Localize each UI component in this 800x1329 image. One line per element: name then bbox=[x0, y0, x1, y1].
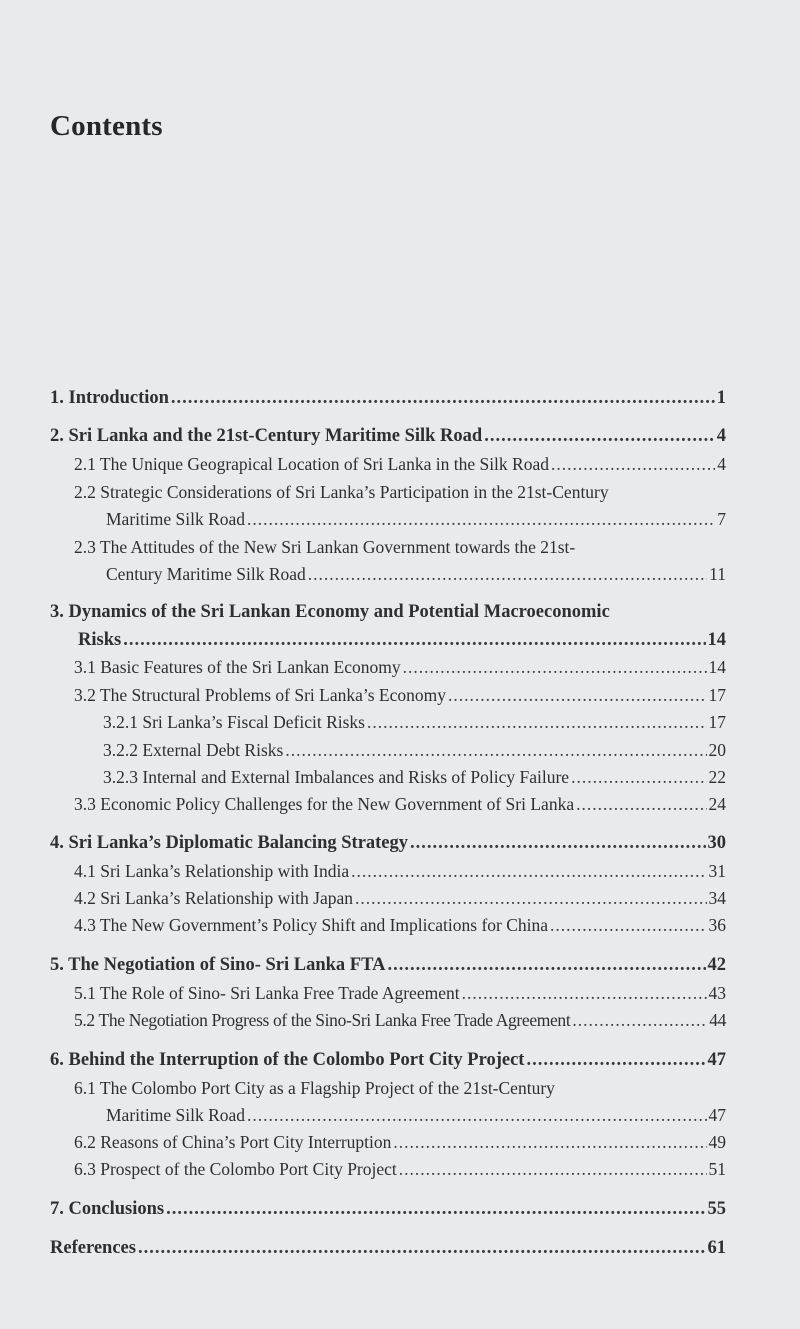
toc-entry-title: 4.3 The New Government’s Policy Shift and Implications for China bbox=[74, 915, 549, 935]
toc-entry-2-3-line1[interactable]: 2.3 The Attitudes of the New Sri Lankan Government towards the 21st- bbox=[74, 537, 576, 557]
toc-page-number: 7 bbox=[717, 509, 726, 529]
toc-entry-conclusions[interactable] bbox=[50, 1199, 726, 1220]
toc-entry-title: 6.2 Reasons of China’s Port City Interruption bbox=[74, 1132, 392, 1152]
toc-page-number: 47 bbox=[707, 1050, 726, 1070]
toc-entry-title: Maritime Silk Road bbox=[106, 1105, 246, 1125]
toc-entry-section-4[interactable] bbox=[50, 833, 726, 854]
toc-entry-title: Maritime Silk Road bbox=[106, 509, 246, 529]
toc-page-number: 31 bbox=[708, 861, 726, 881]
toc-entry-title: 6.3 Prospect of the Colombo Port City Project bbox=[74, 1159, 397, 1179]
dot-leader bbox=[387, 955, 705, 976]
toc-entry-title: 5. The Negotiation of Sino- Sri Lanka FTA bbox=[50, 955, 386, 975]
toc-entry-title: 6. Behind the Interruption of the Colombo Port City Project bbox=[50, 1050, 525, 1070]
toc-entry-references[interactable] bbox=[50, 1238, 726, 1259]
toc-page-number: 51 bbox=[708, 1159, 726, 1179]
toc-page-number: 36 bbox=[708, 915, 726, 935]
dot-leader bbox=[448, 685, 707, 706]
toc-page-number: 20 bbox=[708, 740, 726, 760]
dot-leader bbox=[551, 454, 715, 475]
toc-page-number: 4 bbox=[716, 426, 726, 446]
dot-leader bbox=[351, 861, 706, 882]
toc-page-number: 44 bbox=[709, 1010, 726, 1030]
toc-entry-section-5[interactable] bbox=[50, 955, 726, 976]
toc-entry-title: 3.1 Basic Features of the Sri Lankan Economy bbox=[74, 657, 401, 677]
dot-leader bbox=[572, 1010, 707, 1031]
toc-entry-4-3[interactable] bbox=[74, 915, 726, 936]
toc-entry-title: 4.2 Sri Lanka’s Relationship with Japan bbox=[74, 888, 353, 908]
dot-leader bbox=[484, 426, 715, 447]
toc-page-number: 47 bbox=[708, 1105, 726, 1125]
toc-entry-2-2-line1[interactable]: 2.2 Strategic Considerations of Sri Lanka’s Participation in the 21st-Century bbox=[74, 482, 609, 502]
toc-page-number: 49 bbox=[708, 1132, 726, 1152]
toc-entry-2-3[interactable] bbox=[106, 564, 726, 585]
dot-leader bbox=[526, 1050, 705, 1071]
toc-entry-title: Risks bbox=[78, 630, 122, 650]
toc-page-number: 17 bbox=[708, 685, 726, 705]
toc-entry-title: References bbox=[50, 1238, 136, 1258]
toc-page-number: 17 bbox=[708, 712, 726, 732]
dot-leader bbox=[393, 1132, 706, 1153]
toc-entry-6-1-line1[interactable]: 6.1 The Colombo Port City as a Flagship Project of the 21st-Century bbox=[74, 1078, 555, 1098]
toc-page-number: 1 bbox=[716, 388, 726, 408]
dot-leader bbox=[462, 983, 707, 1004]
dot-leader bbox=[308, 564, 707, 585]
toc-entry-3-2-3[interactable] bbox=[103, 767, 726, 788]
toc-entry-title: 2.1 The Unique Geograpical Location of Sri Lanka in the Silk Road bbox=[74, 454, 549, 474]
toc-entry-title: 1. Introduction bbox=[50, 388, 169, 408]
dot-leader bbox=[285, 740, 706, 761]
toc-entry-4-2[interactable] bbox=[74, 888, 726, 909]
toc-page-number: 4 bbox=[717, 454, 726, 474]
toc-entry-5-1[interactable] bbox=[74, 983, 726, 1004]
toc-entry-6-2[interactable] bbox=[74, 1132, 726, 1153]
toc-page-number: 11 bbox=[709, 564, 726, 584]
toc-entry-2-1[interactable] bbox=[74, 454, 726, 475]
page-title: Contents bbox=[50, 110, 163, 142]
dot-leader bbox=[247, 1105, 706, 1126]
dot-leader bbox=[550, 915, 706, 936]
dot-leader bbox=[410, 833, 705, 854]
toc-entry-title: 5.2 The Negotiation Progress of the Sino-Sri Lanka Free Trade Agreement bbox=[74, 1010, 571, 1030]
toc-entry-4-1[interactable] bbox=[74, 861, 726, 882]
dot-leader bbox=[138, 1238, 706, 1259]
dot-leader bbox=[403, 657, 707, 678]
dot-leader bbox=[571, 767, 706, 788]
toc-entry-section-6[interactable] bbox=[50, 1050, 726, 1071]
toc-entry-title: 3.2.3 Internal and External Imbalances and Risks of Policy Failure bbox=[103, 767, 570, 787]
toc-page-number: 22 bbox=[708, 767, 726, 787]
toc-entry-title: 3.2.2 External Debt Risks bbox=[103, 740, 284, 760]
toc-page-number: 42 bbox=[707, 955, 726, 975]
dot-leader bbox=[171, 388, 715, 409]
toc-entry-3-1[interactable] bbox=[74, 657, 726, 678]
toc-entry-2-2[interactable] bbox=[106, 509, 726, 530]
toc-entry-title: 4. Sri Lanka’s Diplomatic Balancing Strategy bbox=[50, 833, 409, 853]
dot-leader bbox=[166, 1199, 705, 1220]
toc-entry-section-2[interactable] bbox=[50, 426, 726, 447]
dot-leader bbox=[355, 888, 707, 909]
toc-entry-title: 4.1 Sri Lanka’s Relationship with India bbox=[74, 861, 350, 881]
toc-page-number: 55 bbox=[707, 1199, 726, 1219]
toc-entry-title: Century Maritime Silk Road bbox=[106, 564, 306, 584]
dot-leader bbox=[399, 1159, 707, 1180]
dot-leader bbox=[367, 712, 707, 733]
dot-leader bbox=[247, 509, 715, 530]
toc-page-number: 30 bbox=[707, 833, 726, 853]
toc-page-number: 43 bbox=[708, 983, 726, 1003]
toc-entry-3-2-1[interactable] bbox=[103, 712, 726, 733]
dot-leader bbox=[123, 630, 705, 651]
toc-entry-introduction[interactable] bbox=[50, 388, 726, 409]
toc-page-number: 61 bbox=[707, 1238, 726, 1258]
toc-entry-title: 5.1 The Role of Sino- Sri Lanka Free Trade Agreement bbox=[74, 983, 460, 1003]
toc-entry-6-3[interactable] bbox=[74, 1159, 726, 1180]
toc-entry-title: 7. Conclusions bbox=[50, 1199, 165, 1219]
toc-page-number: 34 bbox=[708, 888, 726, 908]
toc-page-number: 14 bbox=[708, 657, 726, 677]
toc-entry-3-2[interactable] bbox=[74, 685, 726, 706]
toc-entry-title: 3.3 Economic Policy Challenges for the New Government of Sri Lanka bbox=[74, 794, 575, 814]
toc-entry-title: 3.2 The Structural Problems of Sri Lanka’s Economy bbox=[74, 685, 446, 705]
toc-entry-section-3-line1[interactable]: 3. Dynamics of the Sri Lankan Economy and Potential Macroeconomic bbox=[50, 602, 610, 622]
toc-entry-5-2[interactable] bbox=[74, 1010, 726, 1031]
dot-leader bbox=[576, 794, 706, 815]
toc-page-number: 14 bbox=[707, 630, 726, 650]
toc-entry-3-3[interactable] bbox=[74, 794, 726, 815]
toc-entry-3-2-2[interactable] bbox=[103, 740, 726, 761]
toc-entry-section-3[interactable] bbox=[78, 630, 726, 651]
toc-page-number: 24 bbox=[708, 794, 726, 814]
toc-entry-title: 2. Sri Lanka and the 21st-Century Maritime Silk Road bbox=[50, 426, 483, 446]
toc-entry-title: 3.2.1 Sri Lanka’s Fiscal Deficit Risks bbox=[103, 712, 365, 732]
toc-entry-6-1[interactable] bbox=[106, 1105, 726, 1126]
